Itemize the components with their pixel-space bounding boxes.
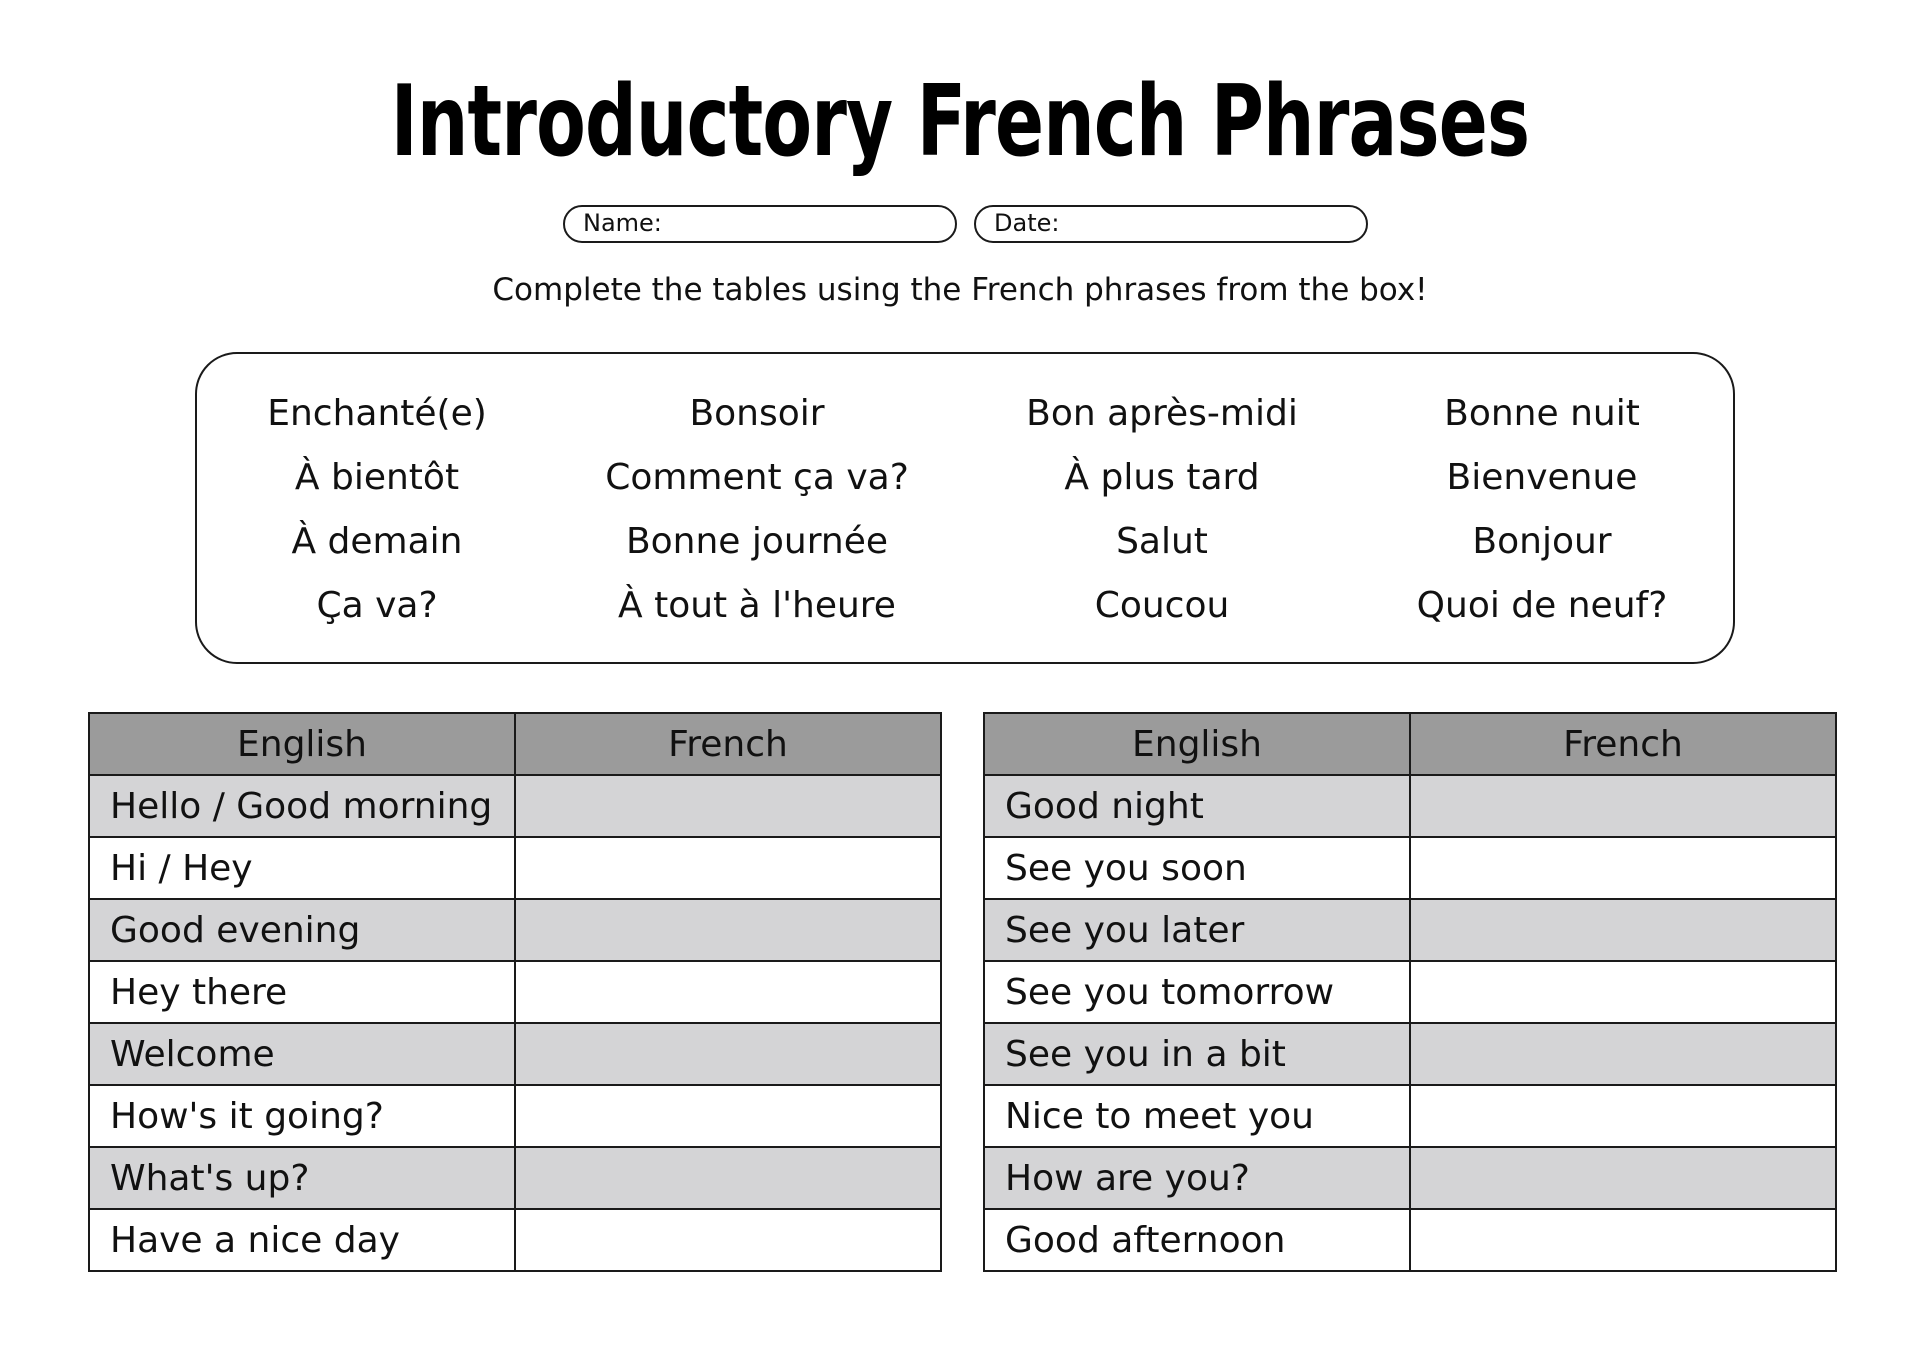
english-column-header: English	[984, 713, 1410, 775]
french-answer-cell[interactable]	[1410, 1147, 1836, 1209]
french-answer-cell[interactable]	[515, 899, 941, 961]
table-row	[984, 837, 1836, 899]
french-answer-cell[interactable]	[1410, 1023, 1836, 1085]
french-answer-cell[interactable]	[515, 1085, 941, 1147]
french-answer-cell[interactable]	[515, 1147, 941, 1209]
word-bank-box	[195, 352, 1735, 664]
english-cell: Good evening	[89, 899, 515, 961]
word-bank-item: Bonjour	[1472, 521, 1612, 562]
english-column-header: English	[89, 713, 515, 775]
word-bank-item: Bienvenue	[1446, 457, 1638, 498]
english-cell: See you in a bit	[984, 1023, 1410, 1085]
table-header-row	[984, 713, 1836, 775]
english-cell: Good afternoon	[984, 1209, 1410, 1271]
french-answer-cell[interactable]	[515, 961, 941, 1023]
name-field[interactable]	[563, 205, 957, 243]
english-cell: Welcome	[89, 1023, 515, 1085]
table-row	[89, 837, 941, 899]
english-cell: What's up?	[89, 1147, 515, 1209]
english-cell: Hi / Hey	[89, 837, 515, 899]
word-bank-column	[577, 382, 937, 638]
word-bank-item: Bonsoir	[689, 393, 825, 434]
table-row	[984, 775, 1836, 837]
word-bank-item: À tout à l'heure	[618, 585, 896, 626]
table-row	[89, 775, 941, 837]
table-row	[89, 1023, 941, 1085]
word-bank-item: Bonne journée	[625, 521, 889, 562]
english-cell: Good night	[984, 775, 1410, 837]
table-header-row	[89, 713, 941, 775]
english-cell: See you later	[984, 899, 1410, 961]
word-bank-item: Ça va?	[316, 585, 438, 626]
french-answer-cell[interactable]	[1410, 899, 1836, 961]
table-row	[89, 1085, 941, 1147]
table-row	[984, 1209, 1836, 1271]
table-row	[89, 1147, 941, 1209]
french-answer-cell[interactable]	[1410, 1085, 1836, 1147]
word-bank-column	[1362, 382, 1722, 638]
table-row	[984, 1023, 1836, 1085]
english-cell: How are you?	[984, 1147, 1410, 1209]
word-bank-column	[982, 382, 1342, 638]
date-label: Date:	[994, 209, 1060, 237]
word-bank-item: À bientôt	[294, 457, 460, 498]
instructions: Complete the tables using the French phrases from the box!	[492, 272, 1428, 308]
word-bank-item: À plus tard	[1064, 457, 1260, 498]
french-answer-cell[interactable]	[1410, 775, 1836, 837]
word-bank-item: Quoi de neuf?	[1416, 585, 1668, 626]
date-field[interactable]	[974, 205, 1368, 243]
english-cell: Hello / Good morning	[89, 775, 515, 837]
french-answer-cell[interactable]	[1410, 961, 1836, 1023]
word-bank-item: Enchanté(e)	[267, 393, 487, 434]
word-bank-item: Coucou	[1094, 585, 1230, 626]
word-bank-item: Bon après-midi	[1026, 393, 1298, 434]
english-cell: How's it going?	[89, 1085, 515, 1147]
word-bank-item: À demain	[291, 521, 463, 562]
french-answer-cell[interactable]	[1410, 1209, 1836, 1271]
french-answer-cell[interactable]	[515, 1023, 941, 1085]
table-row	[89, 899, 941, 961]
table-row	[89, 961, 941, 1023]
name-label: Name:	[583, 209, 662, 237]
phrase-table-left	[88, 712, 942, 1272]
english-cell: Nice to meet you	[984, 1085, 1410, 1147]
table-row	[984, 899, 1836, 961]
phrase-table-right	[983, 712, 1837, 1272]
word-bank-item: Comment ça va?	[605, 457, 909, 498]
page-title: Introductory French Phrases	[390, 65, 1530, 179]
table-row	[984, 961, 1836, 1023]
english-cell: See you tomorrow	[984, 961, 1410, 1023]
french-answer-cell[interactable]	[515, 837, 941, 899]
french-column-header: French	[1410, 713, 1836, 775]
french-answer-cell[interactable]	[1410, 837, 1836, 899]
english-cell: Hey there	[89, 961, 515, 1023]
word-bank-item: Bonne nuit	[1444, 393, 1640, 434]
french-answer-cell[interactable]	[515, 775, 941, 837]
word-bank-item: Salut	[1116, 521, 1208, 562]
table-row	[984, 1085, 1836, 1147]
table-row	[984, 1147, 1836, 1209]
english-cell: Have a nice day	[89, 1209, 515, 1271]
french-answer-cell[interactable]	[515, 1209, 941, 1271]
english-cell: See you soon	[984, 837, 1410, 899]
table-row	[89, 1209, 941, 1271]
french-column-header: French	[515, 713, 941, 775]
word-bank-column	[197, 382, 557, 638]
